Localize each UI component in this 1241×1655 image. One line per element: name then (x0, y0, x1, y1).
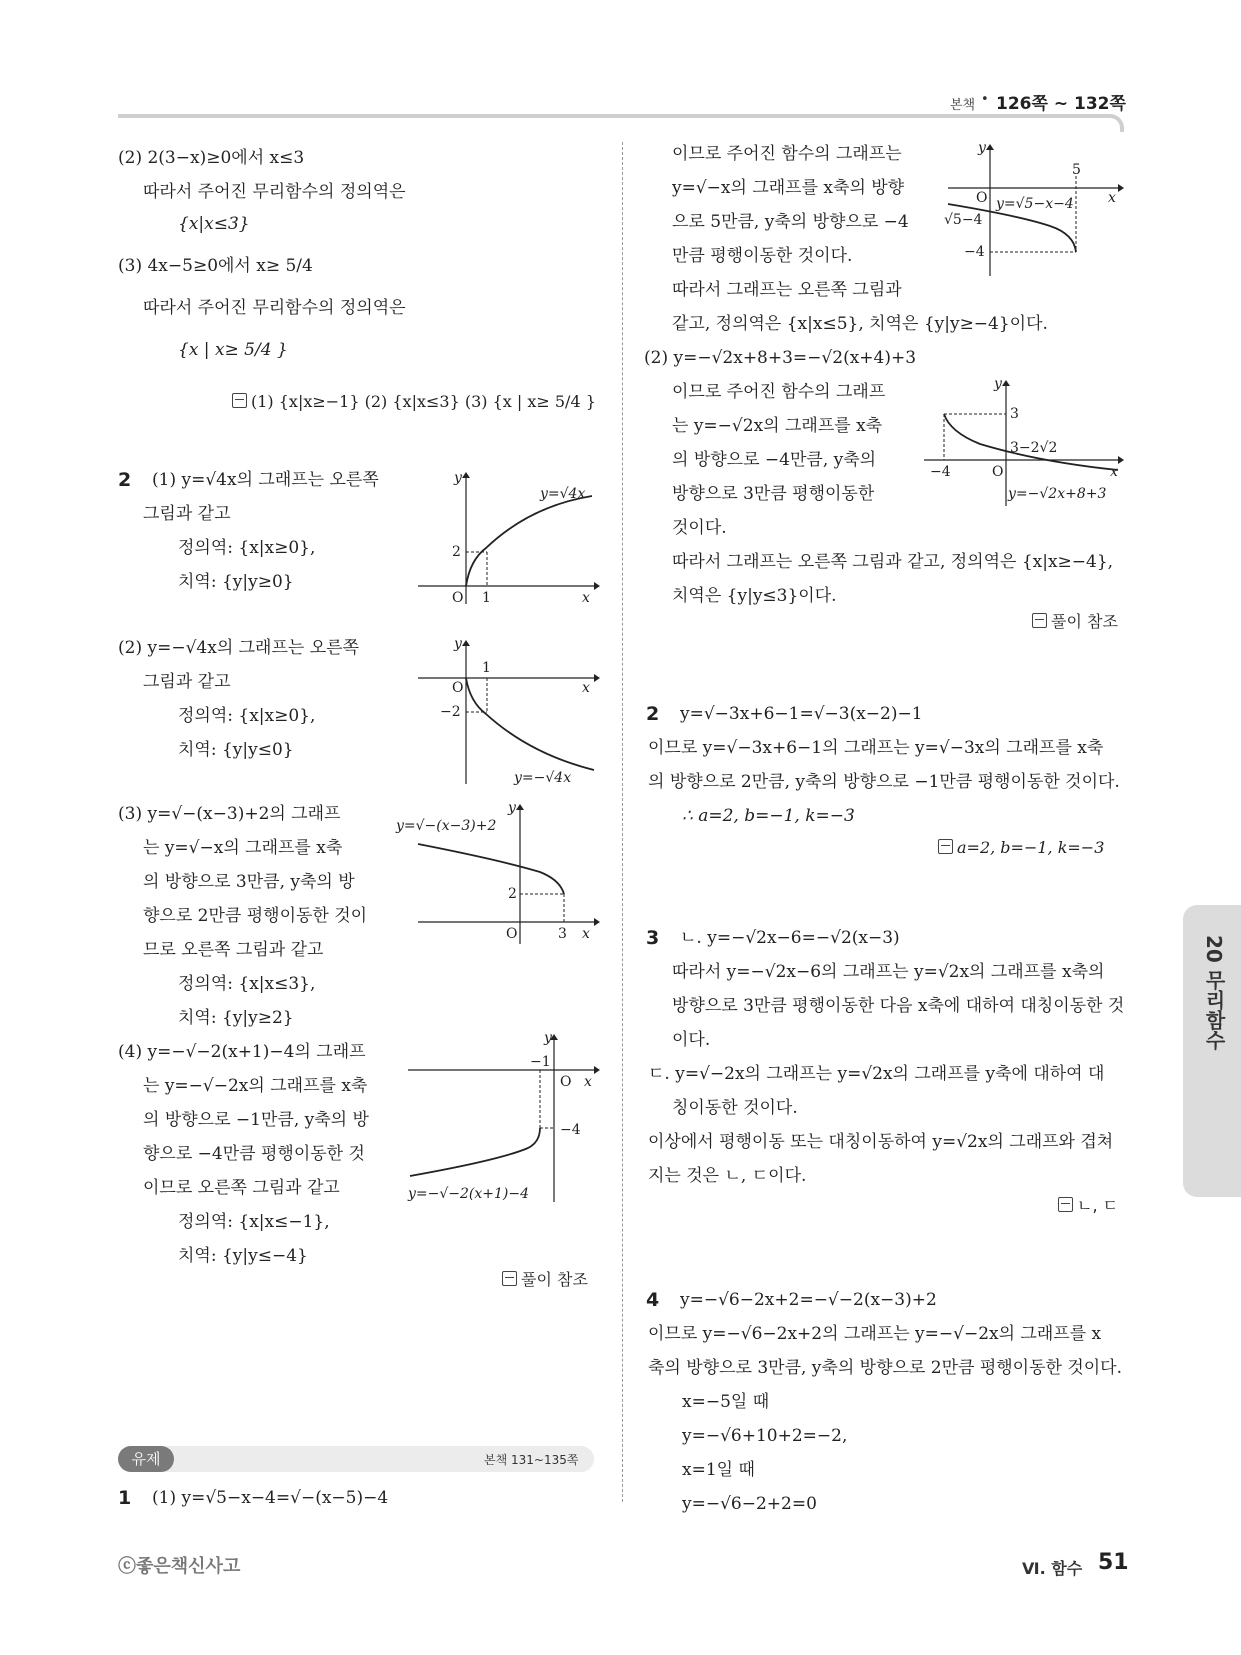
q2-3-line4: 향으로 2만큼 평행이동한 것이 (143, 906, 368, 926)
r-q3-line1: ㄴ. y=−√2x−6=−√2(x−3) (680, 928, 900, 948)
r-q3-line4: 이다. (672, 1030, 711, 1050)
r-q4-number: 4 (646, 1289, 660, 1311)
graph-3-tick-y: 2 (508, 886, 517, 902)
graph-5-origin: O (976, 190, 988, 206)
graph-1 (410, 468, 600, 608)
graph-2-curve-label: y=−√4x (514, 770, 572, 786)
answer-icon (502, 1271, 517, 1286)
r1-line2: y=√−x의 그래프를 x축의 방향 (672, 178, 905, 198)
r-q4-line5: y=−√6+10+2=−2, (682, 1426, 848, 1446)
r-q2-number: 2 (646, 703, 660, 725)
graph-4 (400, 1030, 600, 1206)
q2-answer (502, 1268, 588, 1292)
graph-6-tick-y1: 3 (1010, 406, 1019, 422)
graph-1-origin: O (452, 590, 464, 606)
graph-5-tick-y1: √5−4 (944, 212, 983, 228)
graph-4-curve-label: y=−√−2(x+1)−4 (408, 1186, 530, 1202)
graph-6-tick-y2: 3−2√2 (1010, 440, 1058, 456)
graph-4-tick-x: −1 (530, 1054, 551, 1070)
r1-line1: 이므로 주어진 함수의 그래프는 (672, 144, 902, 164)
q2-1-line1: (1) y=√4x의 그래프는 오른쪽 (152, 470, 379, 490)
r2-line5: 방향으로 3만큼 평행이동한 (672, 484, 875, 504)
graph-4-curve (410, 1128, 540, 1176)
q2-3-line2: 는 y=√−x의 그래프를 x축 (143, 838, 343, 858)
chapter-tab-label: 20 무리함수 (1202, 935, 1226, 1050)
graph-4-origin: O (560, 1074, 572, 1090)
q2-3-range: 치역: {y|y≥2} (178, 1008, 294, 1028)
graph-1-tick-x: 1 (482, 590, 491, 606)
yuje-label: 유제 (118, 1446, 174, 1472)
r2-answer-text: 풀이 참조 (1051, 612, 1118, 631)
q2-4-line2: 는 y=−√−2x의 그래프를 x축 (143, 1076, 368, 1096)
q2-2-range: 치역: {y|y≤0} (178, 740, 294, 760)
q2-4-range: 치역: {y|y≤−4} (178, 1246, 308, 1266)
page-number: 51 (1098, 1550, 1129, 1575)
q2-3-line5: 므로 오른쪽 그림과 같고 (143, 940, 324, 960)
r2-line3: 는 y=−√2x의 그래프를 x축 (672, 416, 883, 436)
graph-3-origin: O (506, 926, 518, 942)
r-q4-line4: x=−5일 때 (682, 1392, 770, 1412)
p1-2-line2: 따라서 주어진 무리함수의 정의역은 (143, 182, 406, 202)
q2-number: 2 (118, 469, 132, 491)
q2-4-line4: 향으로 −4만큼 평행이동한 것 (143, 1144, 365, 1164)
q2-answer-text: 풀이 참조 (521, 1270, 588, 1289)
graph-3-y-label: y (508, 800, 516, 816)
graph-5-x-label: x (1108, 190, 1116, 206)
r1-line4: 만큼 평행이동한 것이다. (672, 246, 853, 266)
r2-line7: 따라서 그래프는 오른쪽 그림과 같고, 정의역은 {x|x≥−4}, (672, 552, 1114, 572)
footer-unit: Ⅵ. 함수 (1022, 1559, 1083, 1578)
r-q3-answer-text: ㄴ, ㄷ (1077, 1196, 1119, 1215)
header-rule (118, 114, 1124, 132)
graph-1-curve-label: y=√4x (540, 486, 586, 502)
graph-3 (390, 800, 600, 946)
r2-line4: 의 방향으로 −4만큼, y축의 (672, 450, 877, 470)
graph-6 (920, 376, 1124, 512)
graph-2-y-label: y (454, 636, 462, 652)
r-q2-answer (938, 836, 1104, 860)
q2-4-line1: (4) y=−√−2(x+1)−4의 그래프 (118, 1042, 366, 1062)
q2-2-line2: 그림과 같고 (143, 672, 231, 692)
graph-3-tick-x: 3 (558, 926, 567, 942)
graph-1-curve (466, 496, 592, 586)
graph-6-tick-x: −4 (930, 464, 951, 480)
r-q4-line6: x=1일 때 (682, 1460, 755, 1480)
graph-5-tick-x: 5 (1072, 162, 1081, 178)
graph-2-origin: O (452, 680, 464, 696)
p1-3-line2: 따라서 주어진 무리함수의 정의역은 (143, 298, 406, 318)
p1-answer (232, 390, 596, 414)
graph-2 (410, 636, 600, 786)
graph-2-x-label: x (582, 680, 590, 696)
r-q2-line1: y=√−3x+6−1=√−3(x−2)−1 (680, 704, 923, 724)
r-q2-line4: ∴ a=2, b=−1, k=−3 (682, 806, 855, 826)
r-q2-line2: 이므로 y=√−3x+6−1의 그래프는 y=√−3x의 그래프를 x축 (648, 738, 1104, 758)
r1-line6: 같고, 정의역은 {x|x≤5}, 치역은 {y|y≥−4}이다. (672, 314, 1048, 334)
p1-2-line1: (2) 2(3−x)≥0에서 x≤3 (118, 148, 305, 168)
graph-3-curve (418, 844, 564, 894)
q2-1-domain: 정의역: {x|x≥0}, (178, 538, 316, 558)
graph-5 (940, 140, 1124, 280)
yuje-q1-number: 1 (118, 1487, 132, 1509)
header-bullet: • (981, 92, 989, 107)
r-q4-line7: y=−√6−2+2=0 (682, 1494, 817, 1514)
graph-3-x-label: x (582, 926, 590, 942)
r-q3-answer (1058, 1194, 1118, 1218)
r-q3-line3: 방향으로 3만큼 평행이동한 다음 x축에 대하여 대칭이동한 것 (672, 996, 1125, 1016)
r2-line2: 이므로 주어진 함수의 그래프 (672, 382, 886, 402)
q2-3-line1: (3) y=√−(x−3)+2의 그래프 (118, 804, 341, 824)
q2-4-line5: 이므로 오른쪽 그림과 같고 (143, 1178, 340, 1198)
r2-line6: 것이다. (672, 518, 727, 538)
q2-1-line2: 그림과 같고 (143, 504, 231, 524)
q2-3-domain: 정의역: {x|x≤3}, (178, 974, 316, 994)
header-page-range: 126쪽 ~ 132쪽 (996, 94, 1126, 114)
q2-2-domain: 정의역: {x|x≥0}, (178, 706, 316, 726)
r-q2-line3: 의 방향으로 2만큼, y축의 방향으로 −1만큼 평행이동한 것이다. (648, 772, 1120, 792)
r-q2-answer-text: a=2, b=−1, k=−3 (957, 838, 1105, 857)
graph-6-y-label: y (994, 376, 1002, 392)
graph-5-y-label: y (978, 140, 986, 156)
yuje-q1-text: (1) y=√5−x−4=√−(x−5)−4 (152, 1488, 389, 1508)
r-q4-line3: 축의 방향으로 3만큼, y축의 방향으로 2만큼 평행이동한 것이다. (648, 1358, 1122, 1378)
r-q4-line1: y=−√6−2x+2=−√−2(x−3)+2 (680, 1290, 937, 1310)
q2-4-domain: 정의역: {x|x≤−1}, (178, 1212, 330, 1232)
graph-2-tick-x: 1 (482, 660, 491, 676)
r1-line3: 으로 5만큼, y축의 방향으로 −4 (672, 212, 909, 232)
p1-answer-text: (1) {x|x≥−1} (2) {x|x≤3} (3) {x | x≥ 5/4 } (251, 392, 596, 411)
r2-answer (1032, 610, 1118, 634)
q2-4-line3: 의 방향으로 −1만큼, y축의 방 (143, 1110, 369, 1130)
r-q3-line2: 따라서 y=−√2x−6의 그래프는 y=√2x의 그래프를 x축의 (672, 962, 1105, 982)
r1-line5: 따라서 그래프는 오른쪽 그림과 (672, 280, 902, 300)
p1-2-line3: {x|x≤3} (178, 214, 250, 234)
graph-5-tick-y2: −4 (964, 244, 985, 260)
q2-3-line3: 의 방향으로 3만큼, y축의 방 (143, 872, 355, 892)
yuje-ref: 본책 131~135쪽 (484, 1453, 579, 1467)
r-q3-line7: 이상에서 평행이동 또는 대칭이동하여 y=√2x의 그래프와 겹쳐 (648, 1132, 1114, 1152)
graph-6-curve-label: y=−√2x+8+3 (1008, 486, 1107, 502)
q2-1-range: 치역: {y|y≥0} (178, 572, 294, 592)
column-divider (622, 142, 623, 1502)
r-q3-number: 3 (646, 927, 660, 949)
r-q4-line2: 이므로 y=−√6−2x+2의 그래프는 y=−√−2x의 그래프를 x (648, 1324, 1102, 1344)
answer-icon (1032, 613, 1047, 628)
q2-2-line1: (2) y=−√4x의 그래프는 오른쪽 (118, 638, 359, 658)
graph-4-x-label: x (584, 1074, 592, 1090)
graph-3-curve-label: y=√−(x−3)+2 (396, 818, 497, 834)
answer-icon (232, 393, 247, 408)
graph-1-y-label: y (454, 470, 462, 486)
graph-1-tick-y: 2 (452, 544, 461, 560)
answer-icon (1058, 1197, 1073, 1212)
graph-4-y-label: y (544, 1030, 552, 1046)
r2-line8: 치역은 {y|y≤3}이다. (672, 586, 837, 606)
graph-6-origin: O (992, 464, 1004, 480)
r2-line1: (2) y=−√2x+8+3=−√2(x+4)+3 (644, 348, 917, 368)
publisher-logo: ⓒ좋은책신사고 (118, 1556, 241, 1577)
graph-6-x-label: x (1110, 464, 1118, 480)
graph-2-tick-y: −2 (440, 704, 461, 720)
graph-5-curve-label: y=√5−x−4 (996, 196, 1074, 212)
p1-3-line1: (3) 4x−5≥0에서 x≥ 5/4 (118, 256, 313, 276)
p1-3-line3: {x | x≥ 5/4 } (178, 340, 288, 360)
answer-icon (938, 839, 953, 854)
graph-4-tick-y: −4 (560, 1122, 581, 1138)
r-q3-line6: 칭이동한 것이다. (672, 1098, 798, 1118)
r-q3-line8: 지는 것은 ㄴ, ㄷ이다. (648, 1166, 807, 1186)
r-q3-line5: ㄷ. y=√−2x의 그래프는 y=√2x의 그래프를 y축에 대하여 대 (648, 1064, 1105, 1084)
graph-1-x-label: x (582, 590, 590, 606)
graph-2-curve (466, 678, 594, 770)
header-section-label: 본책 (950, 98, 976, 113)
